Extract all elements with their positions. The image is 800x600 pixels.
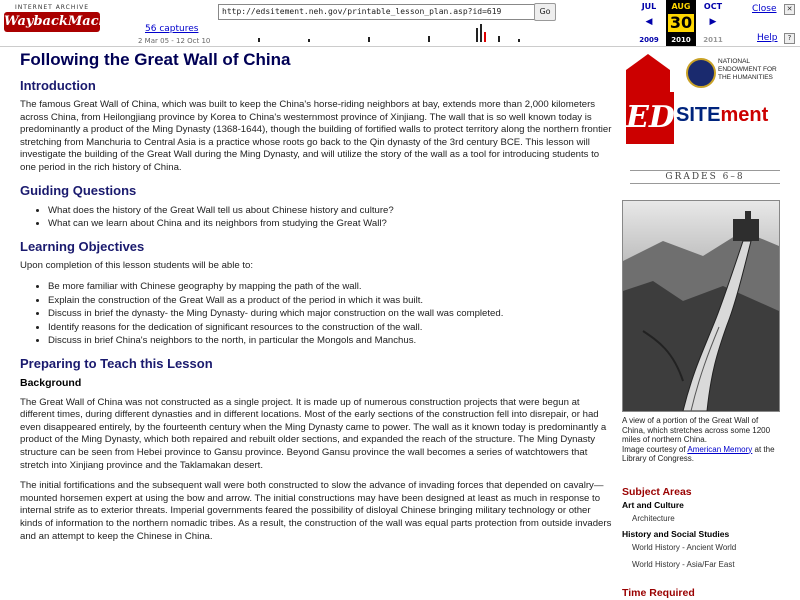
cal-cur-month: AUG [671,2,691,11]
cal-current [666,0,696,46]
cal-prev-arrow-icon: ◀ [645,17,653,27]
help-icon[interactable]: ? [784,33,795,44]
grades-label: GRADES 6–8 [630,170,780,184]
cal-day: 30 [669,13,693,32]
caption-credit-pre: Image courtesy of [622,444,688,454]
subject-category: Art and Culture [622,499,684,510]
caption-text: A view of a portion of the Great Wall of China, which stretches across some 1200 miles of northern China. [622,416,771,444]
background-paragraph-2: The initial fortifications and the subsequent wall were both constructed to slow the advance of invading forces that depended on cavalry—mounted horsemen expert at using the bow and arrow. The initial constructions may have been designed at least as much in response to internal strife as to exterior threats. Imperial governments feared the possibility of disloyal Chinese bringing military technology or other kinds of information to the northern nomadic tribes. As a result, the construction of the wall was equal parts protection from outside invaders and an attempt to keep the Chinese in China. [20,480,612,542]
cal-next-year: 2011 [703,36,723,44]
time-required-heading: Time Required [622,586,695,599]
list-item: • Discuss in brief the dynasty- the Ming Dynasty- during which major construction on the wall was completed. [48,307,612,321]
wayback-logo-top: INTERNET ARCHIVE [14,4,90,11]
page-title: Following the Great Wall of China [20,50,291,69]
cal-cur-year: 2010 [671,36,691,44]
cal-next[interactable] [698,0,728,44]
guiding-heading: Guiding Questions [20,182,137,198]
site-wordmark [676,104,768,127]
intro-text: The famous Great Wall of China, which was built to keep the China's horse-riding neighbors at bay, extends more than 2,000 kilometers across China, from Heilongjiang province by Korea to China's westernmost province of Xinjiang. The wall that is so well known today is predominantly a product of the Ming Dynasty (1368-1644), though the building of fortified walls to protect territory along the northern frontier stretching from Manchuria to Central Asia is a practice whose roots go back to the Qin dynasty of the 3rd century BCE. This lesson will investigate the building of the Great Wall during the Ming Dynasty, and will utilize the story of the wall as a tool for introducing students to one period in the rich history of China. [20,99,612,173]
american-memory-link[interactable]: American Memory [687,444,753,454]
wayback-toolbar [0,0,800,47]
subject-category: History and Social Studies [622,528,730,539]
lesson-content [20,48,612,551]
photo-caption [622,416,778,464]
close-icon[interactable]: ✕ [784,4,795,15]
edsitement-logo[interactable] [622,52,782,152]
great-wall-illustration [623,201,779,411]
cal-prev-month: JUL [641,2,657,11]
list-item: • Identify reasons for the dedication of significant resources to the construction of the wall. [48,321,612,335]
site-label: SITE [676,104,721,126]
subject-areas-heading: Subject Areas [622,485,692,498]
list-item: • Explain the construction of the Great Wall as a product of the period in which it was built. [48,294,612,308]
ment-label: ment [720,104,769,126]
captures-range: 2 Mar 05 - 12 Oct 10 [138,37,211,45]
captures-sparkline[interactable] [218,22,555,44]
intro-heading: Introduction [20,78,96,93]
wayback-logo-main: WaybackMachine [4,12,100,32]
subject-item: World History - Ancient World [632,542,737,552]
cal-prev[interactable] [634,0,664,44]
ed-label: ED [626,92,674,144]
close-link[interactable]: Close [752,4,777,14]
objectives-list [20,280,612,348]
great-wall-photo [622,200,780,412]
cal-prev-year: 2009 [639,36,659,44]
sidebar [622,52,792,599]
cal-next-month: OCT [703,2,723,11]
subject-item: Architecture [632,513,675,523]
caption-credit-post: at the Library of Congress. [622,444,775,463]
schoolhouse-icon [626,54,670,94]
neh-seal-icon [686,58,716,88]
cal-next-arrow-icon: ▶ [709,17,717,27]
list-item: • What does the history of the Great Wall tell us about Chinese history and culture? [48,204,612,218]
prep-heading: Preparing to Teach this Lesson [20,355,213,371]
go-button[interactable]: Go [534,3,556,21]
list-item: • Discuss in brief China's neighbors to the north, in particular the Mongols and Manchus. [48,334,612,348]
wayback-calendar [632,0,730,46]
neh-text: NATIONAL ENDOWMENT FOR THE HUMANITIES [718,58,777,81]
background-heading: Background [20,376,82,389]
wayback-logo[interactable] [4,2,131,40]
objectives-heading: Learning Objectives [20,238,145,254]
url-input[interactable]: http://edsitement.neh.gov/printable_lesson_plan.asp?id=619 [218,4,536,20]
subject-item: World History - Asia/Far East [632,559,735,569]
background-paragraph-1: The Great Wall of China was not constructed as a single project. It is made up of numerous construction projects that were begun at different times, during different dynasties and in different locations. Most of the early sections of the construction fell into disrepair, or had even disappeared entirely, by the fourteenth century when the Ming Dynasty came to power. The wall as it known today is predominantly a product of the Ming Dynasty, which both repaired and rebuilt older sections, and expanded the reach of the structure. The Ming Dynasty structure can be seen from Hebei province to Gansu province. Beyond Gansu province the wall becomes a series of watchtowers that stretch into Xinjiang province and the Taklamakan desert. [20,396,607,471]
list-item: • Be more familiar with Chinese geography by mapping the path of the wall. [48,280,612,294]
list-item: • What can we learn about China and its neighbors from studying the Great Wall? [48,217,612,231]
captures-link[interactable]: 56 captures [145,24,199,34]
objectives-intro: Upon completion of this lesson students will be able to: [20,259,254,271]
help-link[interactable]: Help [757,33,778,43]
guiding-list [20,204,612,231]
